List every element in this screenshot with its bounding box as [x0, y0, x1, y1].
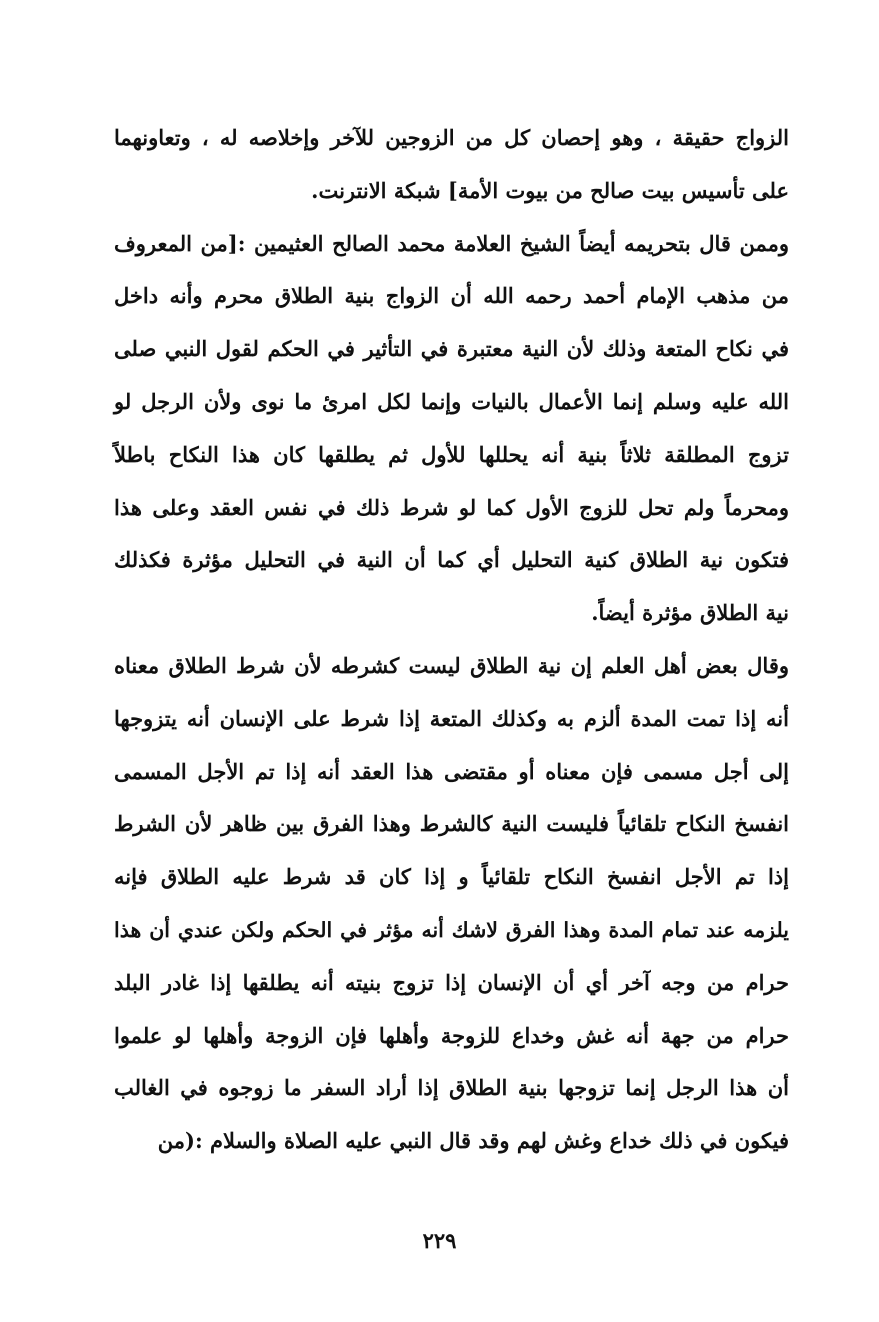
page-number: ٢٢٩	[422, 1228, 457, 1253]
text-line: نية الطلاق مؤثرة أيضاً.	[591, 600, 789, 626]
text-line: الزواج حقيقة ، وهو إحصان كل من الزوجين للآخر وإخلاصه له ، وتعاونهما	[114, 125, 789, 150]
text-line: أن هذا الرجل إنما تزوجها بنية الطلاق إذا أراد السفر ما زوجوه في الغالب	[114, 1075, 789, 1101]
text-line: إلى أجل مسمى فإن معناه أو مقتضى هذا العقد أنه إذا تم الأجل المسمى	[114, 758, 789, 784]
paragraph	[114, 218, 789, 640]
text-line: يلزمه عند تمام المدة وهذا الفرق لاشك أنه مؤثر في الحكم ولكن عندي أن هذا	[114, 917, 789, 942]
text-line: في نكاح المتعة وذلك لأن النية معتبرة في التأثير في الحكم لقول النبي صلى	[114, 336, 789, 362]
body-text	[114, 112, 789, 1168]
paragraph	[114, 112, 789, 218]
text-line: حرام من جهة أنه غش وخداع للزوجة وأهلها فإن الزوجة وأهلها لو علموا	[114, 1022, 789, 1048]
text-line: حرام من وجه آخر أي أن الإنسان إذا تزوج بنيته أنه يطلقها إذا غادر البلد	[114, 969, 789, 995]
text-line: وممن قال بتحريمه أيضاً الشيخ العلامة محمد الصالح العثيمين :[من المعروف	[114, 230, 789, 256]
text-line: انفسخ النكاح تلقائياً فليست النية كالشرط وهذا الفرق بين ظاهر لأن الشرط	[114, 811, 789, 837]
paragraph	[114, 640, 789, 1168]
text-line: فتكون نية الطلاق كنية التحليل أي كما أن النية في التحليل مؤثرة فكذلك	[114, 547, 789, 573]
text-line: ومحرماً ولم تحل للزوج الأول كما لو شرط ذلك في نفس العقد وعلى هذا	[114, 494, 789, 520]
text-line: الله عليه وسلم إنما الأعمال بالنيات وإنما لكل امرئ ما نوى ولأن الرجل لو	[114, 388, 789, 414]
text-line: من مذهب الإمام أحمد رحمه الله أن الزواج بنية الطلاق محرم وأنه داخل	[114, 283, 789, 309]
text-line: أنه إذا تمت المدة ألزم به وكذلك المتعة إذا شرط على الإنسان أنه يتزوجها	[114, 705, 789, 731]
text-line: تزوج المطلقة ثلاثاً بنية أنه يحللها للأول ثم يطلقها كان هذا النكاح باطلاً	[114, 441, 789, 467]
text-line: وقال بعض أهل العلم إن نية الطلاق ليست كشرطه لأن شرط الطلاق معناه	[114, 652, 789, 678]
text-line: على تأسيس بيت صالح من بيوت الأمة] شبكة الانترنت.	[311, 177, 789, 203]
text-line: فيكون في ذلك خداع وغش لهم وقد قال النبي عليه الصلاة والسلام :(من	[157, 1128, 789, 1154]
text-line: إذا تم الأجل انفسخ النكاح تلقائياً و إذا كان قد شرط عليه الطلاق فإنه	[114, 864, 789, 890]
